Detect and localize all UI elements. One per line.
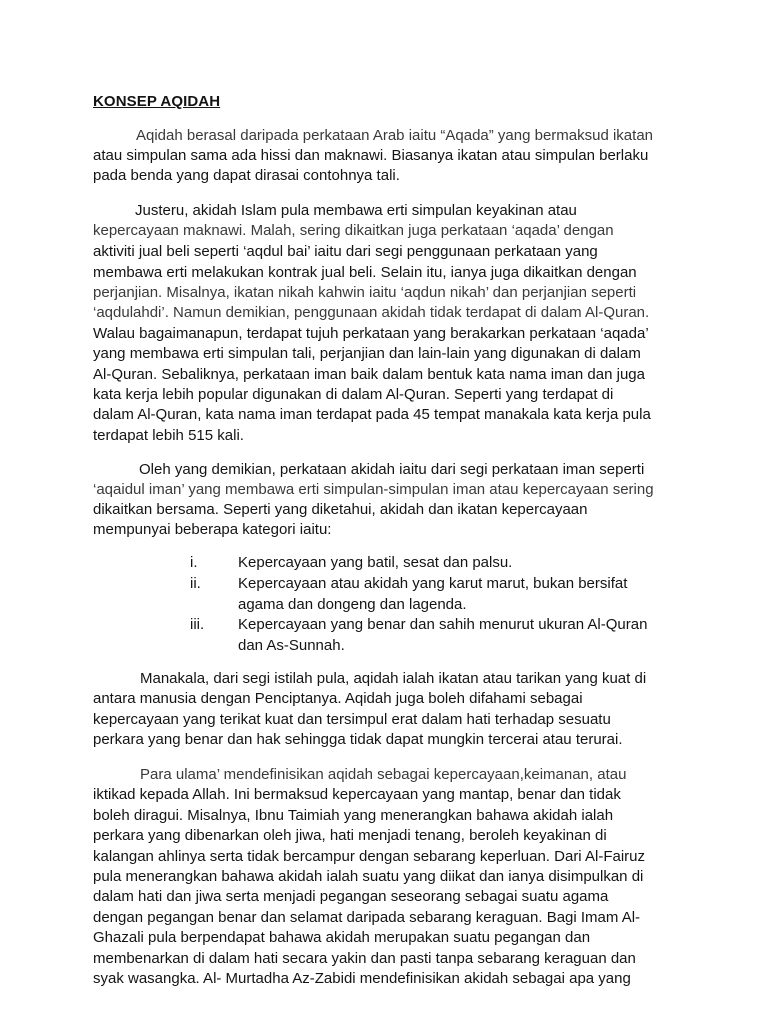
list-item-number: i.: [190, 554, 198, 571]
paragraph-line: terdapat lebih 515 kali.: [93, 427, 244, 444]
paragraph-line: yang membawa erti simpulan tali, perjanjian dan lain-lain yang digunakan di dalam: [93, 345, 641, 362]
paragraph-line: kepercayaan yang terikat kuat dan tersimpul erat dalam hati terhadap sesuatu: [93, 711, 611, 728]
list-item-text: Kepercayaan atau akidah yang karut marut, bukan bersifat: [238, 575, 628, 592]
paragraph-line: pula menerangkan bahawa akidah ialah suatu yang diikat dan ianya disimpulkan di: [93, 868, 644, 885]
paragraph-line: dengan pegangan benar dan selamat daripada sebarang keraguan. Bagi Imam Al-: [93, 909, 641, 926]
paragraph-line: perjanjian. Misalnya, ikatan nikah kahwin iaitu ‘aqdun nikah’ dan perjanjian seperti: [93, 284, 637, 301]
paragraph-line: Justeru, akidah Islam pula membawa erti simpulan keyakinan atau: [135, 202, 577, 219]
paragraph-line: perkara yang dibenarkan oleh jiwa, hati menjadi tenang, beroleh keyakinan di: [93, 827, 607, 844]
list-item-text: Kepercayaan yang benar dan sahih menurut ukuran Al-Quran: [238, 616, 648, 633]
paragraph-line: Manakala, dari segi istilah pula, aqidah ialah ikatan atau tarikan yang kuat di: [140, 670, 647, 687]
paragraph-line: Al-Quran. Sebaliknya, perkataan iman baik dalam bentuk kata nama iman dan juga: [93, 366, 645, 383]
paragraph-line: membenarkan di dalam hati secara yakin dan pasti tanpa sebarang keraguan dan: [93, 950, 636, 967]
paragraph-line: dalam Al-Quran, kata nama iman terdapat pada 45 tempat manakala kata kerja pula: [93, 406, 651, 423]
paragraph-line: kalangan ahlinya serta tidak bercampur dengan sebarang keperluan. Dari Al-Fairuz: [93, 848, 645, 865]
paragraph-line: aktiviti jual beli seperti ‘aqdul bai’ iaitu dari segi penggunaan perkataan yang: [93, 243, 598, 260]
paragraph-line: dalam hati dan jiwa serta menjadi pegangan seseorang sebagai suatu agama: [93, 888, 609, 905]
list-item-number: ii.: [190, 575, 201, 592]
paragraph-line: ‘aqdulahdi’. Namun demikian, penggunaan akidah tidak terdapat di dalam Al-Quran.: [93, 304, 650, 321]
paragraph-line: mempunyai beberapa kategori iaitu:: [93, 521, 332, 538]
paragraph-line: kata kerja lebih popular digunakan di dalam Al-Quran. Seperti yang terdapat di: [93, 386, 614, 403]
paragraph-line: Ghazali pula berpendapat bahawa akidah merupakan suatu pegangan dan: [93, 929, 591, 946]
paragraph-line: membawa erti melakukan kontrak jual beli. Selain itu, ianya juga dikaitkan dengan: [93, 264, 637, 281]
list-item-text: dan As-Sunnah.: [238, 637, 345, 654]
paragraph-line: antara manusia dengan Penciptanya. Aqidah juga boleh difahami sebagai: [93, 690, 583, 707]
paragraph-line: Para ulama’ mendefinisikan aqidah sebagai kepercayaan,keimanan, atau: [140, 766, 627, 783]
paragraph-line: Aqidah berasal daripada perkataan Arab iaitu “Aqada” yang bermaksud ikatan: [136, 127, 654, 144]
paragraph-line: dikaitkan bersama. Seperti yang diketahui, akidah dan ikatan kepercayaan: [93, 501, 588, 518]
page-title: KONSEP AQIDAH: [93, 93, 221, 110]
paragraph-line: kepercayaan maknawi. Malah, sering dikaitkan juga perkataan ‘aqada’ dengan: [93, 222, 614, 239]
list-item-text: agama dan dongeng dan lagenda.: [238, 596, 467, 613]
paragraph-line: ‘aqaidul iman’ yang membawa erti simpulan-simpulan iman atau kepercayaan sering: [93, 481, 654, 498]
paragraph-line: Oleh yang demikian, perkataan akidah iaitu dari segi perkataan iman seperti: [139, 461, 645, 478]
list-item-text: Kepercayaan yang batil, sesat dan palsu.: [238, 554, 513, 571]
paragraph-line: perkara yang benar dan hak sehingga tidak dapat mungkin tercerai atau terurai.: [93, 731, 623, 748]
paragraph-line: atau simpulan sama ada hissi dan maknawi. Biasanya ikatan atau simpulan berlaku: [93, 147, 649, 164]
paragraph-line: iktikad kepada Allah. Ini bermaksud kepercayaan yang mantap, benar dan tidak: [93, 786, 621, 803]
paragraph-line: Walau bagaimanapun, terdapat tujuh perkataan yang berakarkan perkataan ‘aqada’: [93, 325, 649, 342]
list-item-number: iii.: [190, 616, 205, 633]
paragraph-line: pada benda yang dapat dirasai contohnya tali.: [93, 167, 400, 184]
paragraph-line: boleh diragui. Misalnya, Ibnu Taimiah yang menerangkan bahawa akidah ialah: [93, 807, 614, 824]
paragraph-line: syak wasangka. Al- Murtadha Az-Zabidi mendefinisikan akidah sebagai apa yang: [93, 970, 631, 987]
